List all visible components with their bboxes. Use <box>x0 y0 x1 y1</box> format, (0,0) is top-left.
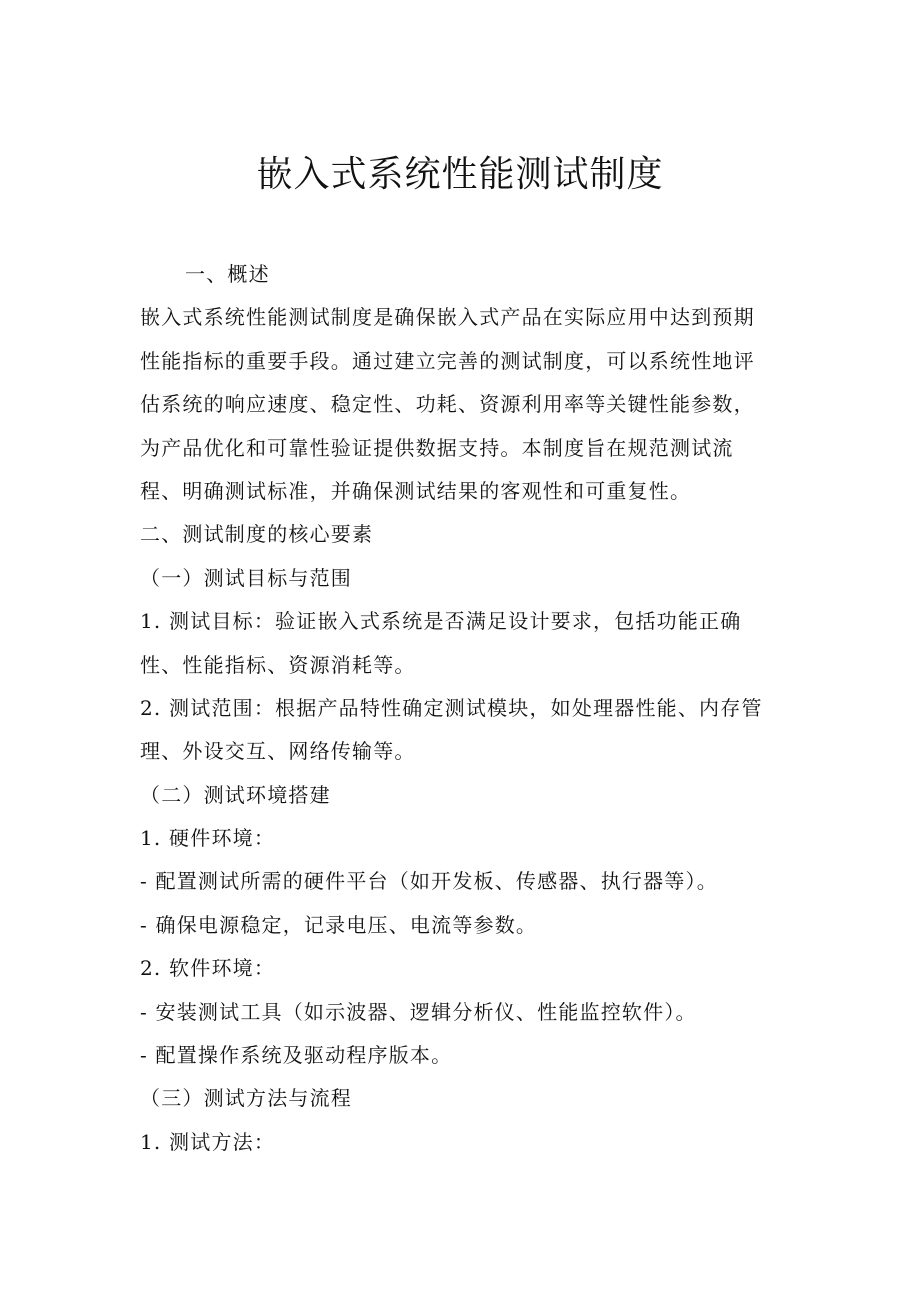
list-item-line: 1. 硬件环境： <box>140 826 276 851</box>
subsection-heading-environment: （二）测试环境搭建 <box>140 782 331 807</box>
subsection-heading-methods: （三）测试方法与流程 <box>140 1086 352 1111</box>
paragraph-line: 性能指标的重要手段。通过建立完善的测试制度，可以系统性地评 <box>140 348 755 373</box>
paragraph-line: 程、明确测试标准，并确保测试结果的客观性和可重复性。 <box>140 478 692 503</box>
bullet-line: - 确保电源稳定，记录电压、电流等参数。 <box>140 912 538 937</box>
list-item-line: 理、外设交互、网络传输等。 <box>140 739 416 764</box>
list-item-line: 2. 软件环境： <box>140 956 276 981</box>
section-heading-core-elements: 二、测试制度的核心要素 <box>140 522 374 547</box>
paragraph-line: 估系统的响应速度、稳定性、功耗、资源利用率等关键性能参数， <box>140 392 755 417</box>
paragraph-line: 嵌入式系统性能测试制度是确保嵌入式产品在实际应用中达到预期 <box>140 305 755 330</box>
bullet-line: - 配置操作系统及驱动程序版本。 <box>140 1043 453 1068</box>
list-item-line: 1. 测试目标：验证嵌入式系统是否满足设计要求，包括功能正确 <box>140 609 742 634</box>
document-title: 嵌入式系统性能测试制度 <box>256 154 664 195</box>
paragraph-line: 为产品优化和可靠性验证提供数据支持。本制度旨在规范测试流 <box>140 435 734 460</box>
bullet-line: - 配置测试所需的硬件平台（如开发板、传感器、执行器等）。 <box>140 869 718 894</box>
bullet-line: - 安装测试工具（如示波器、逻辑分析仪、性能监控软件）。 <box>140 999 697 1024</box>
subsection-heading-goals-scope: （一）测试目标与范围 <box>140 565 352 590</box>
list-item-line: 性、性能指标、资源消耗等。 <box>140 652 416 677</box>
list-item-line: 1. 测试方法： <box>140 1129 276 1154</box>
list-item-line: 2. 测试范围：根据产品特性确定测试模块，如处理器性能、内存管 <box>140 695 763 720</box>
document-body <box>140 253 790 1164</box>
section-heading-overview: 一、概述 <box>185 262 270 286</box>
